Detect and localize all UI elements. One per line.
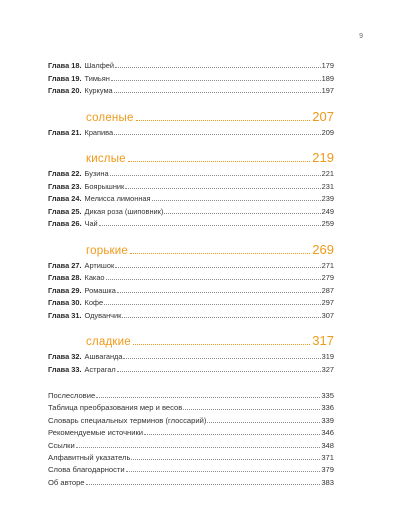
dot-leader	[164, 213, 320, 214]
dot-leader	[115, 267, 320, 268]
chapter-label: Глава 30.	[48, 298, 82, 307]
chapter-title: Астрагал	[84, 364, 116, 374]
chapter-group-top	[48, 60, 334, 98]
chapter-title: Какао	[84, 273, 105, 282]
dot-leader	[104, 304, 321, 305]
chapter-label: Глава 18.	[48, 61, 82, 70]
section-heading-bitter[interactable]	[86, 240, 334, 260]
chapter-title: Тимьян	[84, 73, 110, 83]
toc-entry-chapter-24[interactable]	[48, 193, 334, 206]
chapter-label: Глава 26.	[48, 219, 82, 228]
chapter-title: Бузина	[84, 169, 109, 178]
dot-leader	[115, 67, 321, 68]
entry-title: Алфавитный указатель	[48, 452, 131, 462]
toc-entry-index[interactable]	[48, 452, 334, 464]
chapter-page: 249	[321, 206, 334, 216]
dot-leader	[130, 253, 310, 254]
chapter-page: 327	[321, 364, 334, 374]
toc-entry-chapter-18[interactable]	[48, 60, 334, 73]
entry-title: Словарь специальных терминов (глоссарий)	[48, 415, 207, 425]
section-heading-sour[interactable]	[86, 148, 334, 168]
toc-entry-recommended-sources[interactable]	[48, 427, 334, 439]
chapter-page: 209	[321, 127, 334, 137]
chapter-label: Глава 25.	[48, 206, 82, 216]
chapter-page: 271	[321, 260, 334, 270]
section-page: 207	[312, 108, 334, 124]
toc-entry-chapter-22[interactable]	[48, 168, 334, 181]
toc-entry-references[interactable]	[48, 440, 334, 452]
dot-leader	[114, 134, 321, 135]
toc-entry-chapter-19[interactable]	[48, 73, 334, 86]
entry-page: 348	[321, 440, 334, 450]
chapter-page: 197	[321, 86, 334, 95]
chapter-label: Глава 22.	[48, 169, 82, 178]
chapter-page: 179	[321, 61, 334, 70]
chapter-label: Глава 29.	[48, 285, 82, 295]
dot-leader	[110, 175, 321, 176]
chapter-page: 259	[321, 219, 334, 228]
entry-title: Таблица преобразования мер и весов	[48, 403, 183, 413]
dot-leader	[99, 225, 321, 226]
chapter-page: 297	[321, 298, 334, 307]
toc-entry-chapter-26[interactable]	[48, 218, 334, 231]
chapter-title: Крапива	[84, 127, 114, 137]
dot-leader	[122, 317, 320, 318]
section-title: горькие	[86, 244, 128, 257]
dot-leader	[125, 188, 320, 189]
chapter-page: 189	[321, 73, 334, 83]
entry-page: 339	[321, 415, 334, 425]
chapter-label: Глава 21.	[48, 127, 82, 137]
dot-leader	[86, 484, 321, 485]
chapter-label: Глава 28.	[48, 273, 82, 282]
toc-entry-chapter-30[interactable]	[48, 297, 334, 310]
entry-title: Ссылки	[48, 440, 75, 450]
toc-entry-chapter-31[interactable]	[48, 310, 334, 323]
section-title: сладкие	[86, 336, 131, 348]
dot-leader	[131, 459, 320, 460]
toc-entry-about-author[interactable]	[48, 477, 334, 489]
dot-leader	[117, 371, 321, 372]
page-number: 9	[359, 33, 363, 40]
table-of-contents	[48, 60, 334, 489]
dot-leader	[114, 92, 321, 93]
chapter-label: Глава 23.	[48, 181, 82, 191]
section-title: соленые	[86, 111, 134, 124]
dot-leader	[133, 344, 310, 345]
chapter-title: Одуванчик	[84, 310, 122, 320]
chapter-title: Шалфей	[84, 61, 115, 70]
toc-entry-conversion-table[interactable]	[48, 402, 334, 414]
dot-leader	[111, 80, 321, 81]
dot-leader	[96, 397, 320, 398]
toc-entry-chapter-21[interactable]	[48, 127, 334, 140]
chapter-label: Глава 27.	[48, 260, 82, 270]
section-page: 317	[312, 333, 334, 348]
chapter-page: 307	[321, 310, 334, 320]
chapter-title: Мелисса лимонная	[84, 194, 151, 203]
dot-leader	[144, 434, 320, 435]
entry-page: 336	[321, 403, 334, 413]
chapter-page: 231	[321, 181, 334, 191]
entry-page: 371	[321, 452, 334, 462]
toc-entry-chapter-33[interactable]	[48, 364, 334, 377]
chapter-label: Глава 20.	[48, 86, 82, 95]
chapter-title: Боярышник	[84, 181, 125, 191]
chapter-label: Глава 19.	[48, 73, 82, 83]
chapter-title: Куркума	[84, 86, 113, 95]
toc-entry-chapter-29[interactable]	[48, 285, 334, 298]
chapter-label: Глава 24.	[48, 194, 82, 203]
dot-leader	[152, 200, 321, 201]
dot-leader	[123, 358, 320, 359]
chapter-page: 221	[321, 169, 334, 178]
chapter-title: Дикая роза (шиповник)	[84, 206, 164, 216]
entry-title: Рекомендуемые источники	[48, 428, 144, 438]
dot-leader	[136, 120, 311, 121]
chapter-title: Артишок	[84, 260, 115, 270]
section-page: 219	[312, 150, 334, 165]
toc-entry-chapter-32[interactable]	[48, 351, 334, 364]
chapter-title: Ромашка	[84, 285, 116, 295]
entry-title: Слова благодарности	[48, 465, 125, 475]
toc-entry-acknowledgements[interactable]	[48, 464, 334, 476]
chapter-label: Глава 33.	[48, 364, 82, 374]
chapter-label: Глава 32.	[48, 352, 82, 361]
entry-title: Об авторе	[48, 477, 85, 487]
toc-entry-chapter-28[interactable]	[48, 272, 334, 285]
entry-page: 383	[321, 477, 334, 487]
entry-page: 379	[321, 465, 334, 475]
dot-leader	[207, 422, 320, 423]
entry-title: Послесловие	[48, 391, 96, 400]
chapter-title: Кофе	[84, 298, 104, 307]
chapter-title: Чай	[84, 219, 98, 228]
dot-leader	[117, 292, 321, 293]
chapter-page: 279	[321, 273, 334, 282]
chapter-page: 287	[321, 285, 334, 295]
chapter-page: 239	[321, 194, 334, 203]
toc-entry-glossary[interactable]	[48, 415, 334, 427]
section-heading-salty[interactable]	[86, 107, 334, 127]
entry-page: 335	[321, 391, 334, 400]
chapter-label: Глава 31.	[48, 310, 82, 320]
toc-entry-chapter-23[interactable]	[48, 181, 334, 194]
dot-leader	[126, 471, 321, 472]
entry-page: 346	[321, 428, 334, 438]
chapter-page: 319	[321, 352, 334, 361]
toc-entry-chapter-25[interactable]	[48, 206, 334, 219]
toc-entry-chapter-20[interactable]	[48, 85, 334, 98]
toc-entry-chapter-27[interactable]	[48, 260, 334, 273]
section-heading-sweet[interactable]	[86, 331, 334, 351]
toc-entry-afterword[interactable]	[48, 390, 334, 402]
section-title: кислые	[86, 153, 126, 165]
back-matter-list	[48, 390, 334, 489]
dot-leader	[106, 279, 321, 280]
dot-leader	[76, 447, 321, 448]
section-page: 269	[312, 241, 334, 257]
dot-leader	[183, 409, 320, 410]
chapter-title: Ашваганда	[84, 352, 123, 361]
dot-leader	[128, 161, 311, 162]
